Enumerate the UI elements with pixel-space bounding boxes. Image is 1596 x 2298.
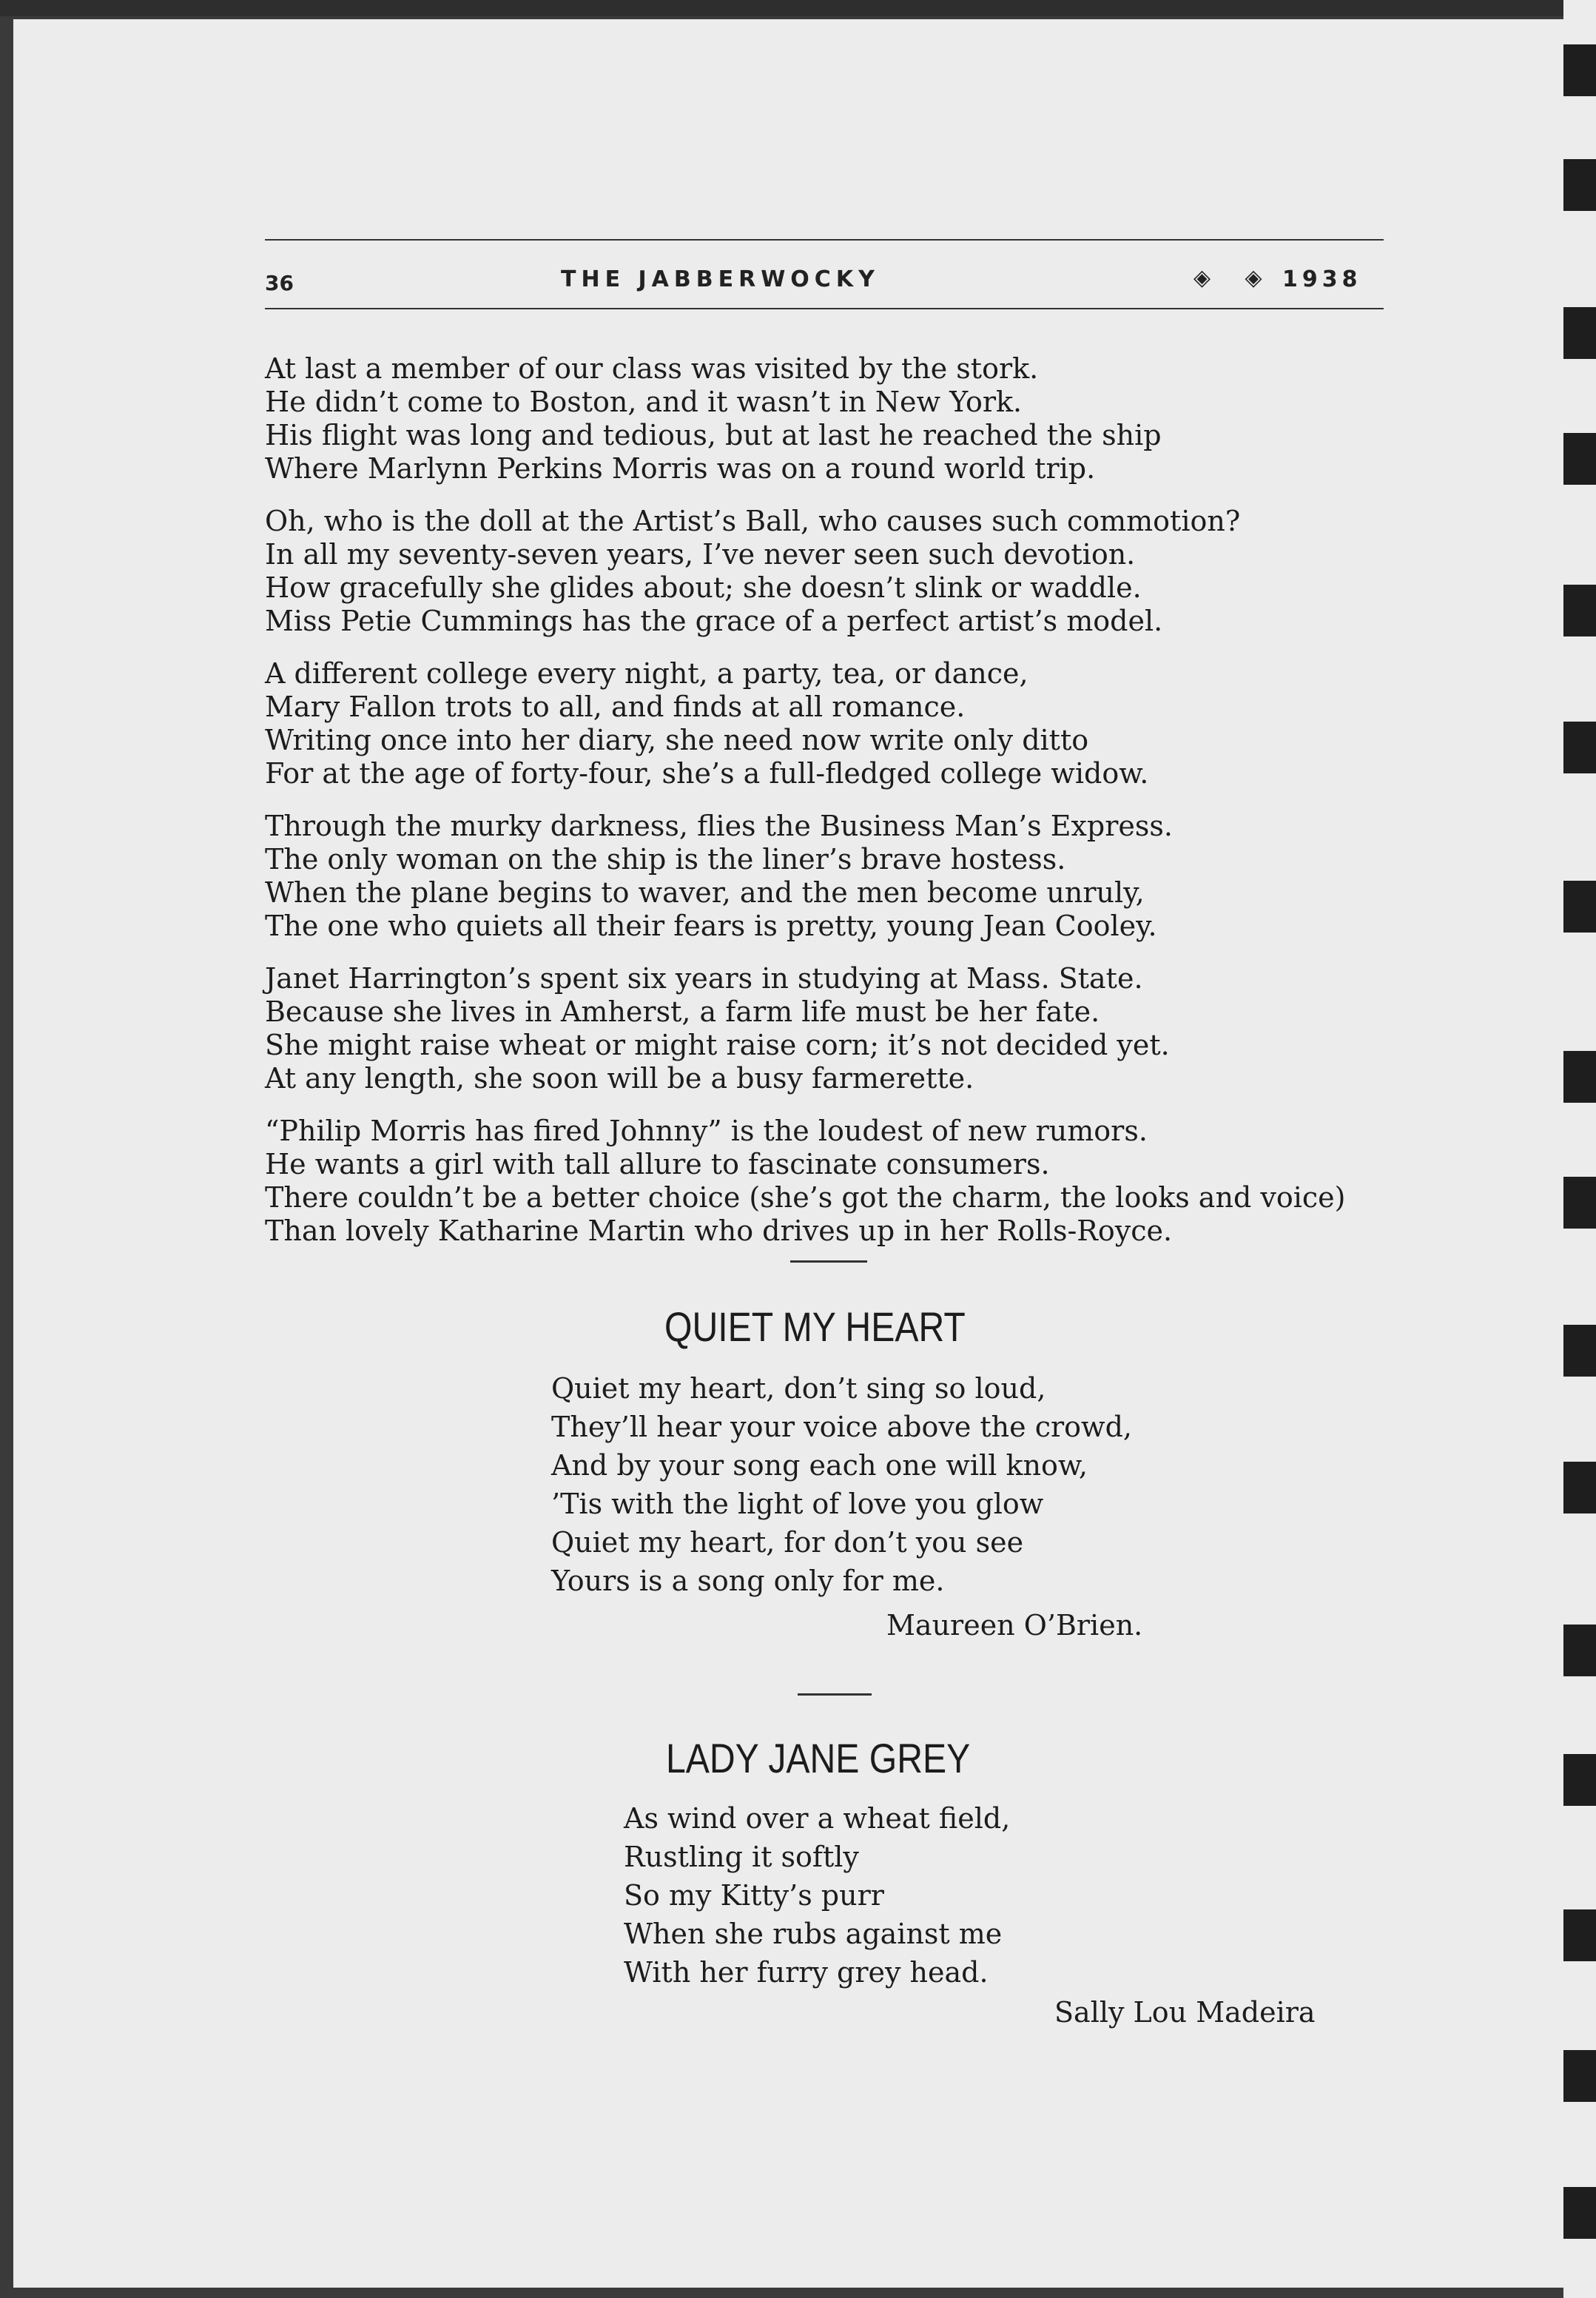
verse-line: For at the age of forty-four, she’s a full-fledged college widow. bbox=[265, 757, 1149, 790]
verse-stanza bbox=[265, 810, 1419, 943]
verse-line: Mary Fallon trots to all, and finds at all romance. bbox=[265, 691, 966, 723]
verse-line: His flight was long and tedious, but at last he reached the ship bbox=[265, 419, 1162, 451]
binding-hole bbox=[1563, 44, 1596, 96]
poem-line: When she rubs against me bbox=[624, 1918, 1003, 1950]
class-prophecy-verses bbox=[265, 352, 1419, 1267]
poem-line: With her furry grey head. bbox=[624, 1956, 989, 1989]
poem-line: ’Tis with the light of love you glow bbox=[551, 1488, 1044, 1520]
spiral-binding bbox=[1563, 0, 1596, 2298]
verse-stanza bbox=[265, 352, 1419, 486]
verse-line: At last a member of our class was visited by the stork. bbox=[265, 352, 1039, 385]
poem-lady-jane-grey bbox=[624, 1799, 1010, 1992]
section-divider bbox=[790, 1260, 867, 1263]
binding-hole bbox=[1563, 2050, 1596, 2102]
verse-line: At any length, she soon will be a busy farmerette. bbox=[265, 1062, 974, 1095]
verse-line: When the plane begins to waver, and the men become unruly, bbox=[265, 876, 1145, 909]
verse-line: There couldn’t be a better choice (she’s got the charm, the looks and voice) bbox=[265, 1181, 1346, 1214]
verse-line: Through the murky darkness, flies the Business Man’s Express. bbox=[265, 810, 1173, 842]
verse-line: The one who quiets all their fears is pretty, young Jean Cooley. bbox=[265, 910, 1157, 942]
verse-line: “Philip Morris has fired Johnny” is the loudest of new rumors. bbox=[265, 1115, 1148, 1147]
publication-year: 1938 bbox=[1282, 266, 1362, 292]
binding-hole bbox=[1563, 159, 1596, 211]
poem-line: Quiet my heart, for don’t you see bbox=[551, 1526, 1024, 1559]
running-header bbox=[265, 265, 1382, 302]
binding-hole bbox=[1563, 722, 1596, 773]
binding-hole bbox=[1563, 1909, 1596, 1961]
poem-quiet-my-heart bbox=[551, 1369, 1132, 1600]
binding-hole bbox=[1563, 1177, 1596, 1229]
verse-line: Miss Petie Cummings has the grace of a perfect artist’s model. bbox=[265, 605, 1163, 637]
poem-title-lady-jane-grey: LADY JANE GREY bbox=[666, 1735, 971, 1781]
verse-line: In all my seventy-seven years, I’ve never seen such devotion. bbox=[265, 538, 1136, 571]
poem-line: Yours is a song only for me. bbox=[551, 1565, 945, 1597]
binding-hole bbox=[1563, 585, 1596, 636]
scan-top-edge bbox=[0, 0, 1596, 16]
verse-line: Writing once into her diary, she need now write only ditto bbox=[265, 724, 1089, 756]
diamond-ornament-icon: ◈ ◈ bbox=[1193, 265, 1276, 291]
poem-author-sally-lou-madeira: Sally Lou Madeira bbox=[1054, 1996, 1316, 2029]
binding-hole bbox=[1563, 433, 1596, 485]
verse-stanza bbox=[265, 505, 1419, 638]
poem-line: They’ll hear your voice above the crowd, bbox=[551, 1411, 1132, 1443]
verse-line: Where Marlynn Perkins Morris was on a round world trip. bbox=[265, 452, 1096, 485]
section-divider bbox=[798, 1693, 872, 1696]
binding-hole bbox=[1563, 307, 1596, 359]
verse-line: Janet Harrington’s spent six years in studying at Mass. State. bbox=[265, 962, 1143, 995]
poem-line: As wind over a wheat field, bbox=[624, 1802, 1011, 1835]
verse-line: Than lovely Katharine Martin who drives up in her Rolls-Royce. bbox=[265, 1214, 1173, 1247]
verse-line: How gracefully she glides about; she doesn’t slink or waddle. bbox=[265, 571, 1142, 604]
page-number: 36 bbox=[265, 271, 294, 295]
poem-line: Quiet my heart, don’t sing so loud, bbox=[551, 1372, 1046, 1405]
verse-line: He didn’t come to Boston, and it wasn’t in New York. bbox=[265, 386, 1023, 418]
binding-hole bbox=[1563, 2187, 1596, 2239]
verse-stanza bbox=[265, 1115, 1419, 1248]
binding-hole bbox=[1563, 881, 1596, 933]
header-bottom-rule bbox=[265, 308, 1384, 309]
verse-line: Oh, who is the doll at the Artist’s Ball, who causes such commotion? bbox=[265, 505, 1241, 537]
verse-line: The only woman on the ship is the liner’s brave hostess. bbox=[265, 843, 1066, 876]
poem-title-quiet-my-heart: QUIET MY HEART bbox=[664, 1303, 966, 1350]
verse-line: She might raise wheat or might raise corn; it’s not decided yet. bbox=[265, 1029, 1170, 1061]
verse-stanza bbox=[265, 962, 1419, 1095]
verse-line: Because she lives in Amherst, a farm life must be her fate. bbox=[265, 995, 1100, 1028]
binding-hole bbox=[1563, 1462, 1596, 1513]
poem-line: And by your song each one will know, bbox=[551, 1449, 1088, 1482]
poem-line: So my Kitty’s purr bbox=[624, 1879, 884, 1912]
publication-title: THE JABBERWOCKY bbox=[561, 266, 880, 292]
poem-author-maureen-obrien: Maureen O’Brien. bbox=[886, 1609, 1143, 1642]
binding-hole bbox=[1563, 1051, 1596, 1103]
binding-hole bbox=[1563, 1325, 1596, 1377]
binding-hole bbox=[1563, 1754, 1596, 1806]
binding-hole bbox=[1563, 1625, 1596, 1676]
header-top-rule bbox=[265, 239, 1384, 241]
poem-line: Rustling it softly bbox=[624, 1841, 859, 1873]
verse-line: A different college every night, a party, tea, or dance, bbox=[265, 657, 1028, 690]
verse-stanza bbox=[265, 657, 1419, 790]
verse-line: He wants a girl with tall allure to fascinate consumers. bbox=[265, 1148, 1050, 1180]
